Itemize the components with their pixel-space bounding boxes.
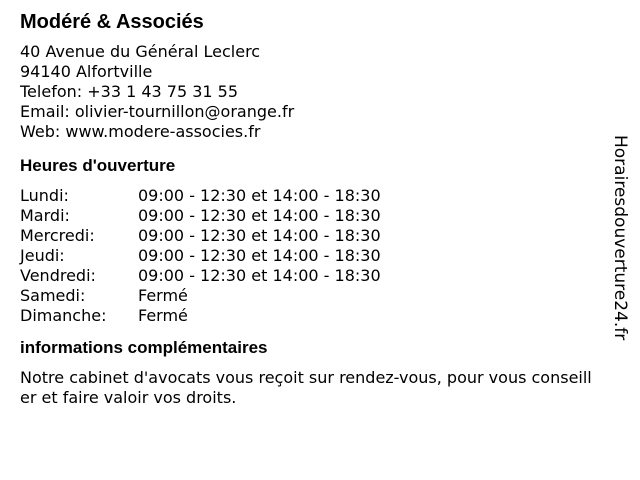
info-description: Notre cabinet d'avocats vous reçoit sur rendez-vous, pour vous conseiller et faire valoir vos droits.: [20, 368, 592, 407]
hours-day: Samedi:: [20, 286, 86, 305]
address-line-1: 40 Avenue du Général Leclerc: [20, 42, 261, 61]
hours-day: Jeudi:: [20, 246, 65, 265]
hours-day: Lundi:: [20, 186, 69, 205]
hours-day: Dimanche:: [20, 306, 107, 325]
hours-row-friday: [20, 266, 600, 286]
hours-heading: Heures d'ouverture: [20, 156, 176, 175]
hours-day: Vendredi:: [20, 266, 96, 285]
hours-time: 09:00 - 12:30 et 14:00 - 18:30: [138, 226, 381, 245]
hours-day: Mercredi:: [20, 226, 95, 245]
hours-time: Fermé: [138, 286, 188, 305]
hours-time: 09:00 - 12:30 et 14:00 - 18:30: [138, 266, 381, 285]
brand-watermark: Horairesdouverture24.fr: [610, 135, 630, 341]
hours-row-monday: [20, 186, 600, 206]
hours-row-wednesday: [20, 226, 600, 246]
info-heading: informations complémentaires: [20, 338, 268, 357]
hours-row-tuesday: [20, 206, 600, 226]
hours-row-sunday: [20, 306, 600, 326]
address-line-2: 94140 Alfortville: [20, 62, 153, 81]
business-card: [20, 10, 600, 408]
phone-line: Telefon: +33 1 43 75 31 55: [20, 82, 239, 101]
hours-time: Fermé: [138, 306, 188, 325]
business-name: Modéré & Associés: [20, 11, 204, 33]
hours-time: 09:00 - 12:30 et 14:00 - 18:30: [138, 206, 381, 225]
email-line: Email: olivier-tournillon@orange.fr: [20, 102, 295, 121]
web-line: Web: www.modere-associes.fr: [20, 122, 261, 141]
hours-time: 09:00 - 12:30 et 14:00 - 18:30: [138, 186, 381, 205]
hours-time: 09:00 - 12:30 et 14:00 - 18:30: [138, 246, 381, 265]
hours-row-thursday: [20, 246, 600, 266]
hours-day: Mardi:: [20, 206, 70, 225]
hours-row-saturday: [20, 286, 600, 306]
